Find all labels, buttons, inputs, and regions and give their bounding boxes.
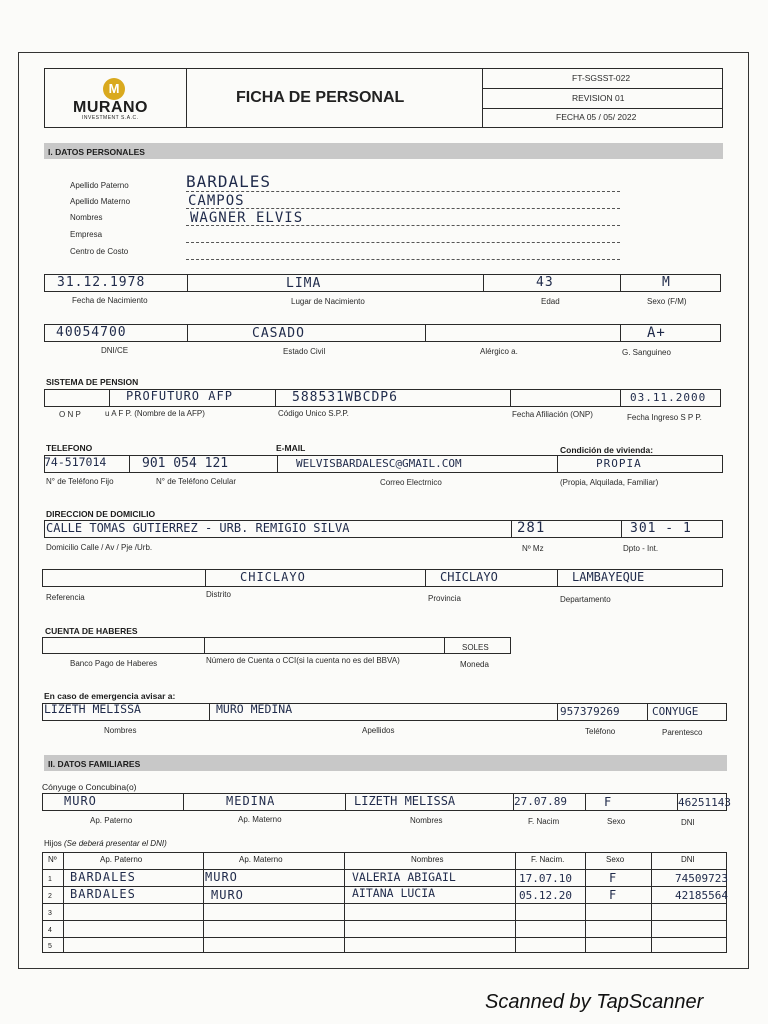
hijo-ap-materno: MURO	[211, 888, 244, 902]
haberes-title: CUENTA DE HABERES	[45, 626, 138, 636]
label-fecha-afiliacion: Fecha Afiliación (ONP)	[512, 410, 593, 419]
value-conyuge-nombres: LIZETH MELISSA	[354, 794, 456, 808]
hijos-header-sexo: Sexo	[606, 855, 625, 864]
label-mz: Nº Mz	[522, 544, 544, 553]
value-estado-civil: CASADO	[252, 326, 305, 341]
pension-title: SISTEMA DE PENSION	[46, 377, 139, 387]
value-mz: 281	[517, 520, 546, 536]
value-conyuge-fnac: 27.07.89	[514, 795, 567, 808]
value-ap-materno: CAMPOS	[188, 193, 245, 209]
hijos-label: Hijos	[44, 839, 62, 848]
value-emergencia-parentesco: CONYUGE	[652, 705, 699, 718]
row-nacimiento	[44, 274, 721, 292]
hijo-row-num: 5	[48, 943, 52, 950]
label-centro-costo: Centro de Costo	[70, 247, 129, 256]
domicilio-title: DIRECCION DE DOMICILIO	[46, 509, 156, 519]
value-emergencia-telefono: 957379269	[560, 705, 620, 718]
label-departamento: Departamento	[560, 595, 611, 604]
value-fecha-nac: 31.12.1978	[57, 275, 146, 290]
value-conyuge-ap-materno: MEDINA	[226, 794, 276, 808]
value-conyuge-sexo: F	[604, 795, 613, 809]
label-afp: u A F P. (Nombre de la AFP)	[105, 409, 205, 418]
hijos-header-fnac: F. Nacim.	[531, 855, 565, 864]
value-provincia: CHICLAYO	[440, 570, 498, 584]
label-grupo-sanguineo: G. Sanguineo	[622, 348, 671, 357]
logo-mark-icon: M	[103, 78, 125, 100]
value-telefono-fijo: 74-517014	[44, 455, 107, 469]
label-emergencia-nombres: Nombres	[104, 726, 137, 735]
label-lugar-nac: Lugar de Nacimiento	[291, 297, 365, 306]
hijos-table	[42, 852, 727, 953]
hijos-header-n: Nº	[48, 855, 57, 864]
label-provincia: Provincia	[428, 594, 461, 603]
value-emergencia-nombres: LIZETH MELISSA	[44, 702, 141, 716]
hijos-note: (Se deberá presentar el DNI)	[64, 839, 167, 848]
hijo-row-num: 4	[48, 927, 52, 934]
hijo-dni: 42185564	[675, 889, 728, 902]
label-alergico: Alérgico a.	[480, 347, 518, 356]
murano-logo	[60, 76, 170, 122]
telefono-title: TELEFONO	[46, 443, 93, 453]
line-empresa	[186, 242, 620, 243]
line-ap-materno	[186, 208, 620, 209]
section-datos-personales: I. DATOS PERSONALES	[44, 143, 723, 159]
hijo-nombres: VALERIA ABIGAIL	[352, 870, 456, 884]
label-dni: DNI/CE	[101, 346, 129, 355]
label-calle: Domicilio Calle / Av / Pje /Urb.	[46, 543, 153, 552]
label-banco: Banco Pago de Haberes	[70, 659, 158, 668]
value-dni: 40054700	[56, 325, 127, 340]
form-code: FT-SGSST-022	[572, 73, 631, 83]
hijo-fnac: 05.12.20	[519, 889, 572, 902]
value-sexo: M	[662, 275, 671, 290]
hijo-ap-materno: MURO	[205, 870, 238, 884]
label-nombres: Nombres	[70, 213, 103, 222]
hijos-header-ap-paterno: Ap. Paterno	[100, 855, 143, 864]
label-correo: Correo Electrnico	[380, 478, 442, 487]
label-codigo-spp: Código Unico S.P.P.	[278, 409, 349, 418]
row-haberes	[42, 637, 511, 654]
hijo-dni: 74509723	[675, 872, 728, 885]
value-edad: 43	[536, 275, 554, 290]
label-edad: Edad	[541, 297, 560, 306]
value-lugar-nac: LIMA	[286, 276, 322, 291]
form-title: FICHA DE PERSONAL	[236, 89, 405, 106]
value-codigo-spp: 588531WBCDP6	[292, 390, 398, 405]
label-conyuge-ap-paterno: Ap. Paterno	[90, 816, 133, 825]
hijo-fnac: 17.07.10	[519, 872, 572, 885]
hijo-sexo: F	[609, 871, 618, 885]
value-grupo-sanguineo: A+	[647, 325, 666, 341]
hijo-row-num: 3	[48, 910, 52, 917]
scanner-watermark: Scanned by TapScanner	[485, 991, 704, 1013]
label-sexo: Sexo (F/M)	[647, 297, 687, 306]
form-revision: REVISION 01	[572, 93, 625, 103]
label-estado-civil: Estado Civil	[283, 347, 326, 356]
row-emergencia	[42, 703, 727, 721]
value-fecha-ingreso-spp: 03.11.2000	[630, 391, 707, 404]
value-email: WELVISBARDALESC@GMAIL.COM	[296, 457, 462, 470]
conyuge-title: Cónyuge o Concubina(o)	[42, 782, 137, 792]
value-departamento: LAMBAYEQUE	[572, 570, 645, 584]
value-calle: CALLE TOMAS GUTIERREZ - URB. REMIGIO SILVA	[46, 521, 350, 535]
value-distrito: CHICLAYO	[240, 570, 306, 584]
brand-name: MURANO	[73, 99, 148, 116]
value-conyuge-dni: 46251143	[678, 796, 731, 809]
label-emergencia-parentesco: Parentesco	[662, 728, 703, 737]
hijo-nombres: AITANA LUCIA	[352, 886, 436, 900]
form-date: FECHA 05 / 05/ 2022	[556, 112, 637, 122]
hijo-sexo: F	[609, 888, 618, 902]
label-ap-materno: Apellido Materno	[70, 197, 131, 206]
line-centro-costo	[186, 259, 620, 260]
label-fecha-nac: Fecha de Nacimiento	[72, 296, 148, 305]
label-emergencia-telefono: Teléfono	[585, 727, 616, 736]
label-conyuge-fnac: F. Nacim	[528, 817, 560, 826]
hijos-header-dni: DNI	[681, 855, 695, 864]
hijo-ap-paterno: BARDALES	[70, 887, 136, 901]
label-fecha-ingreso-spp: Fecha Ingreso S P P.	[627, 413, 702, 422]
label-dpto: Dpto - Int.	[623, 544, 659, 553]
section-datos-familiares: II. DATOS FAMILIARES	[44, 755, 727, 771]
hijos-title	[44, 840, 167, 848]
label-onp: O N P	[59, 410, 81, 419]
line-ap-paterno	[186, 191, 620, 192]
emergencia-title: En caso de emergencia avisar a:	[44, 691, 176, 701]
hijo-row-num: 1	[48, 876, 52, 883]
label-vivienda-opciones: (Propia, Alquilada, Familiar)	[560, 478, 659, 487]
hijos-header-ap-materno: Ap. Materno	[239, 855, 283, 864]
hijo-ap-paterno: BARDALES	[70, 870, 136, 884]
label-conyuge-ap-materno: Ap. Materno	[238, 815, 282, 824]
value-dpto: 301 - 1	[630, 521, 692, 536]
label-ap-paterno: Apellido Paterno	[70, 181, 129, 190]
label-numero-cuenta: Número de Cuenta o CCI(si la cuenta no es del BBVA)	[206, 656, 400, 665]
value-emergencia-apellidos: MURO MEDINA	[216, 702, 293, 716]
value-vivienda: PROPIA	[596, 457, 642, 470]
label-telefono-fijo: N° de Teléfono Fijo	[46, 477, 114, 486]
vivienda-title: Condición de vivienda:	[560, 445, 654, 455]
label-conyuge-dni: DNI	[681, 818, 695, 827]
label-distrito: Distrito	[206, 590, 231, 599]
email-title: E-MAIL	[276, 443, 306, 453]
value-conyuge-ap-paterno: MURO	[64, 794, 97, 808]
label-referencia: Referencia	[46, 593, 85, 602]
label-telefono-celular: N° de Teléfono Celular	[156, 477, 236, 486]
label-conyuge-nombres: Nombres	[410, 816, 443, 825]
brand-sub: INVESTMENT S.A.C.	[82, 115, 139, 121]
hijo-row-num: 2	[48, 893, 52, 900]
label-moneda: Moneda	[460, 660, 489, 669]
label-conyuge-sexo: Sexo	[607, 817, 626, 826]
value-nombres: WAGNER ELVIS	[190, 210, 304, 226]
value-afp: PROFUTURO AFP	[126, 389, 233, 403]
row-dni	[44, 324, 721, 342]
value-moneda: SOLES	[462, 643, 489, 652]
label-empresa: Empresa	[70, 230, 103, 239]
label-emergencia-apellidos: Apellidos	[362, 726, 395, 735]
hijos-header-nombres: Nombres	[411, 855, 444, 864]
value-ap-paterno: BARDALES	[186, 172, 272, 191]
value-telefono-celular: 901 054 121	[142, 456, 229, 471]
